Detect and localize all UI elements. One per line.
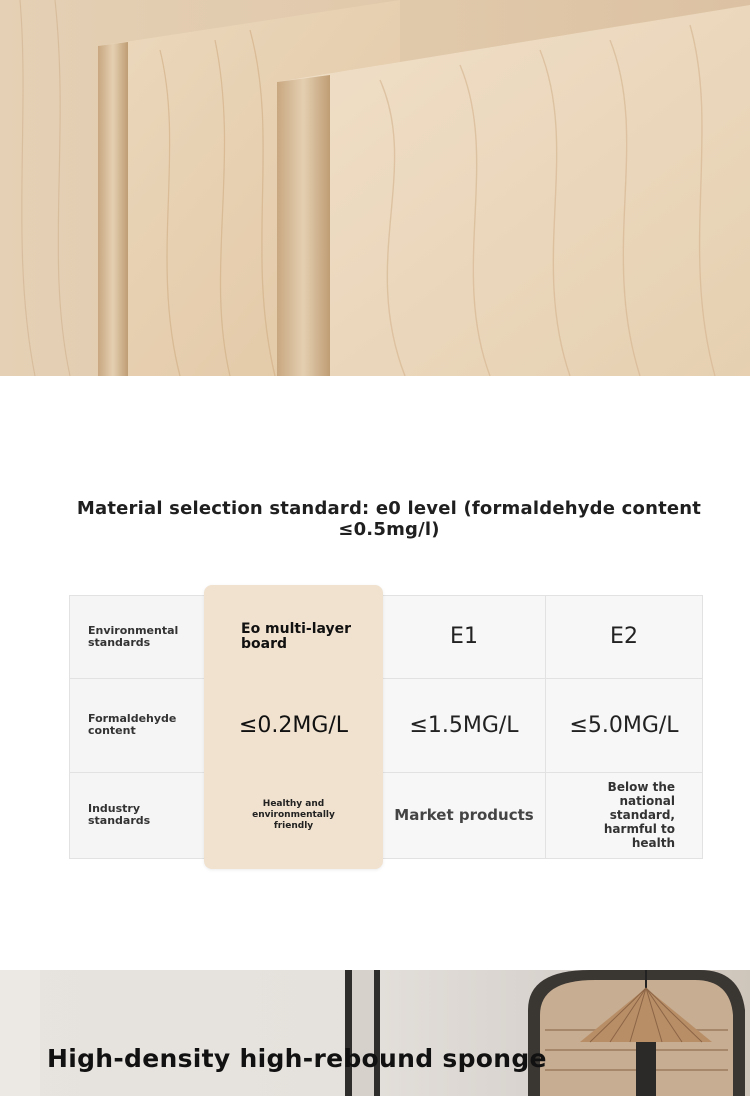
row-label-text: Industry standards bbox=[88, 802, 151, 827]
e1-header-cell bbox=[383, 595, 545, 678]
e2-industry-cell bbox=[545, 772, 703, 858]
e2-formaldehyde-cell bbox=[545, 678, 703, 772]
e1-industry-text: Market products bbox=[394, 806, 534, 824]
e2-formaldehyde-value: ≤5.0MG/L bbox=[569, 712, 679, 738]
eo-header-cell bbox=[204, 595, 383, 678]
eo-industry-cell bbox=[204, 772, 383, 858]
e1-formaldehyde-cell bbox=[383, 678, 545, 772]
row-label-formaldehyde bbox=[69, 678, 204, 772]
e1-industry-cell bbox=[383, 772, 545, 858]
interior-room-illustration bbox=[0, 970, 750, 1096]
e2-header-text: E2 bbox=[610, 624, 638, 649]
eo-header-text: Eo multi-layer board bbox=[241, 620, 352, 652]
material-standard-headline: Material selection standard: e0 level (formaldehyde content ≤0.5mg/l) bbox=[76, 498, 702, 540]
e2-header-cell bbox=[545, 595, 703, 678]
sponge-banner-title: High-density high-rebound sponge bbox=[47, 1044, 547, 1073]
eo-formaldehyde-value: ≤0.2MG/L bbox=[238, 712, 349, 738]
e1-header-text: E1 bbox=[450, 624, 478, 649]
eo-industry-text: Healthy and environmentally friendly bbox=[252, 798, 335, 831]
row-label-text: Formaldehyde content bbox=[88, 712, 177, 737]
wood-boards-illustration bbox=[0, 0, 750, 376]
hero-wood-board-photo bbox=[0, 0, 750, 376]
formaldehyde-comparison-table bbox=[69, 595, 703, 859]
table-border-bottom bbox=[69, 858, 703, 859]
row-label-industry bbox=[69, 772, 204, 858]
sponge-banner bbox=[0, 970, 750, 1096]
row-label-environmental bbox=[69, 595, 204, 678]
e2-industry-text: Below the national standard, harmful to health bbox=[603, 780, 675, 850]
eo-formaldehyde-cell bbox=[204, 678, 383, 772]
e1-formaldehyde-value: ≤1.5MG/L bbox=[409, 712, 519, 738]
row-label-text: Environmental standards bbox=[88, 623, 179, 649]
